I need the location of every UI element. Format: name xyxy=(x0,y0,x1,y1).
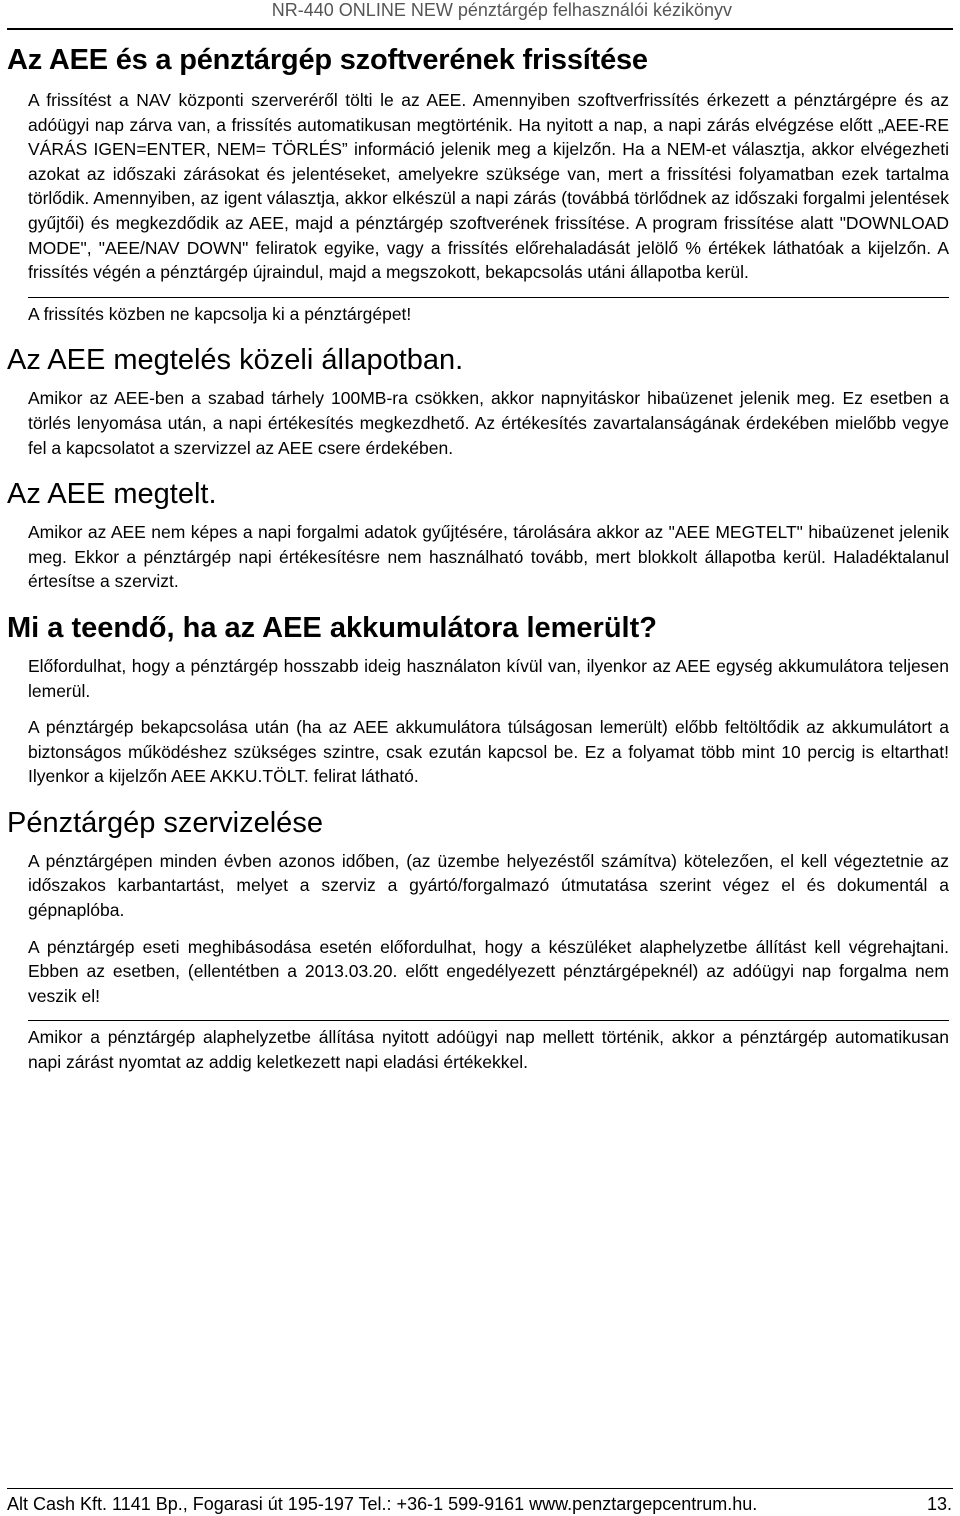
page-content xyxy=(7,30,949,1075)
service-paragraph-3: Amikor a pénztárgép alaphelyzetbe állítása nyitott adóügyi nap mellett történik, akkor a pénztárgép automatikusan napi zárást nyomtat az addig keletkezett napi eladási értékekkel. xyxy=(28,1020,949,1074)
service-paragraph-1: A pénztárgépen minden évben azonos időben, (az üzembe helyezéstől számítva) kötelezően, el kell végeztetnie az időszakos karbantartást, melyet a szerviz a gyártó/forgalmazó útmutatása szerint végez el és dokumentál a gépnaplóba. xyxy=(28,850,949,921)
update-warning: A frissítés közben ne kapcsolja ki a pénztárgépet! xyxy=(28,297,949,327)
section-title-battery: Mi a teendő, ha az AEE akkumulátora lemerült? xyxy=(7,611,657,644)
battery-paragraph-1: Előfordulhat, hogy a pénztárgép hosszabb ideig használaton kívül van, ilyenkor az AEE egység akkumulátora teljesen lemerül. xyxy=(28,655,949,701)
section-title-service: Pénztárgép szervizelése xyxy=(7,806,323,839)
near-full-paragraph: Amikor az AEE-ben a szabad tárhely 100MB-ra csökken, akkor napnyitáskor hibaüzenet jelenik meg. Ez esetben a törlés lenyomása után, a napi értékesítés megkezdhető. Az értékesítés zavartalanságának érdekében mielőbb vegye fel a kapcsolatot a szervizzel az AEE csere érdekében. xyxy=(28,388,949,458)
footer-divider xyxy=(7,1488,953,1489)
running-header: NR-440 ONLINE NEW pénztárgép felhasználói kézikönyv xyxy=(271,0,732,20)
footer-contact: Alt Cash Kft. 1141 Bp., Fogarasi út 195-197 Tel.: +36-1 599-9161 www.penztargepcentrum.hu. xyxy=(7,1494,758,1514)
section-title-near-full: Az AEE megtelés közeli állapotban. xyxy=(7,344,464,377)
section-title-full: Az AEE megtelt. xyxy=(7,478,217,511)
update-paragraph: A frissítést a NAV központi szerveréről tölti le az AEE. Amennyiben szoftverfrissítés érkezett a pénztárgépre és az adóügyi nap zárva van, a frissítés automatikusan megtörténik. Ha nyitott a nap, a napi zárás elvégzése előtt „AEE-RE VÁRÁS IGEN=ENTER, NEM= TÖRLÉS” információ jelenik meg a kijelzőn. Ha a NEM-et választja, akkor elvégezheti azokat az időszaki zárásokat és jelentéseket, amelyekre szüksége van, mert a frissítési folyamatban ezek tartalma törlődik. Amennyiben, az igent választja, akkor elkészül a napi zárás (továbbá törlődnek az időszaki forgalmi jelentések gyűjtői) és megkezdődik az AEE, majd a pénztárgép szoftverének frissítése. A program frissítése alatt "DOWNLOAD MODE", "AEE/NAV DOWN" feliratok egyike, vagy a frissítés előrehaladását jelölő % értékek láthatóak a kijelzőn. A frissítés végén a pénztárgép újraindul, majd a megszokott, bekapcsolás utáni állapotba kerül. xyxy=(28,90,949,283)
full-paragraph: Amikor az AEE nem képes a napi forgalmi adatok gyűjtésére, tárolására akkor az "AEE MEGTELT" hibaüzenet jelenik meg. Ekkor a pénztárgép napi értékesítésre nem használható tovább, mert blokkolt állapotba kerül. Haladéktalanul értesítse a szervizt. xyxy=(28,522,949,592)
section-title-update: Az AEE és a pénztárgép szoftverének frissítése xyxy=(7,44,648,76)
service-paragraph-2: A pénztárgép eseti meghibásodása esetén előfordulhat, hogy a készüléket alaphelyzetbe állítást kell végrehajtani. Ebben az esetben, (ellentétben a 2013.03.20. előtt engedélyezett pénztárgépeknél) az adóügyi nap forgalma nem veszik el! xyxy=(28,936,949,1006)
battery-paragraph-2: A pénztárgép bekapcsolása után (ha az AEE akkumulátora túlságosan lemerült) előbb feltöltődik az akkumulátort a biztonságos működéshez szükséges szintre, csak ezután kapcsol be. Ez a folyamat több mint 10 percig is eltarthat! Ilyenkor a kijelzőn AEE AKKU.TÖLT. felirat látható. xyxy=(28,717,949,787)
page-number: 13. xyxy=(926,1494,952,1514)
